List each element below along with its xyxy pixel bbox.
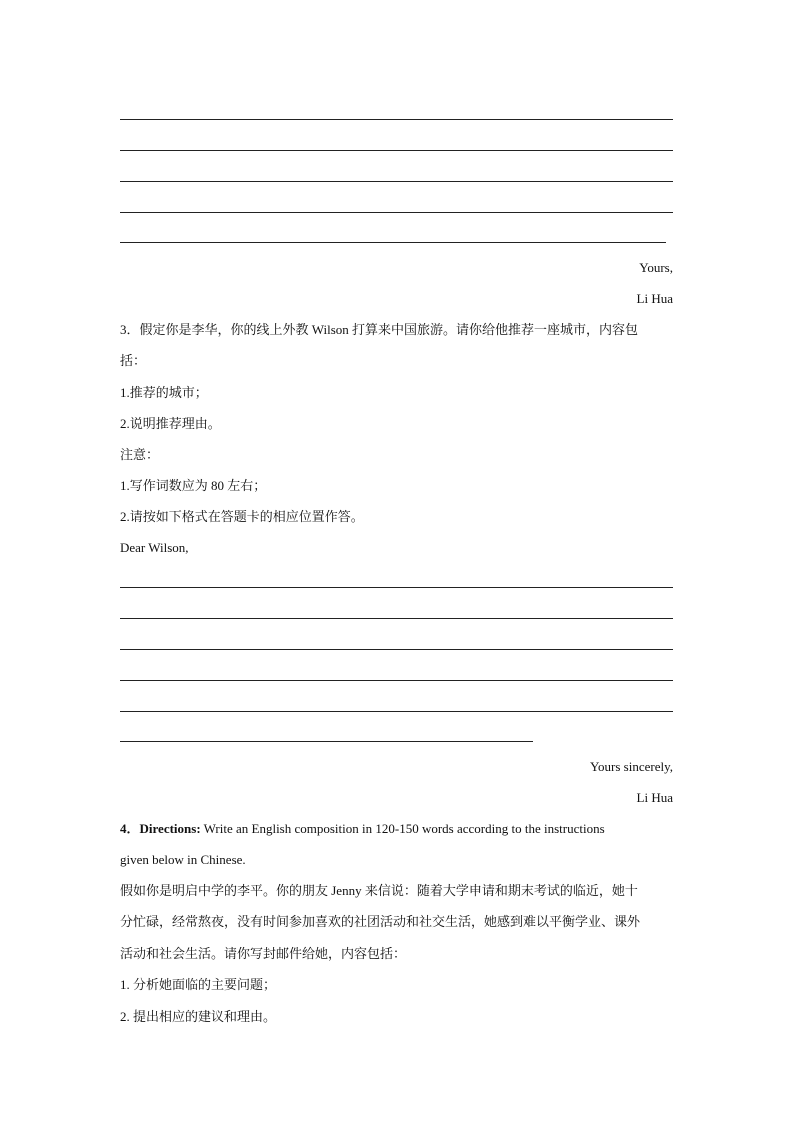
q4-body-line2: 分忙碌，经常熬夜，没有时间参加喜欢的社团活动和社交生活，她感到难以平衡学业、课外 — [120, 914, 641, 929]
answer-line — [120, 649, 673, 650]
answer-line — [120, 711, 673, 712]
answer-line — [120, 618, 673, 619]
q3-prompt-line1 — [120, 321, 638, 339]
q2-closing-yours: Yours, — [639, 260, 673, 275]
answer-line — [120, 587, 673, 588]
q4-item1: 1. 分析她面临的主要问题； — [120, 977, 277, 992]
answer-line — [120, 242, 666, 243]
q3-number: 3． — [120, 322, 140, 337]
q3-item1: 1.推荐的城市； — [120, 385, 208, 400]
q3-closing: Yours sincerely, — [589, 759, 673, 774]
q4-item2: 2. 提出相应的建议和理由。 — [120, 1009, 277, 1024]
answer-line — [120, 212, 673, 213]
answer-line — [120, 150, 673, 151]
q4-directions-text1: Write an English composition in 120-150 words according to the instructions — [200, 821, 605, 836]
q4-number: 4． — [120, 821, 140, 836]
q3-note2: 2.请按如下格式在答题卡的相应位置作答。 — [120, 509, 364, 524]
answer-line — [120, 119, 673, 120]
q3-prompt-line2: 括： — [120, 353, 147, 368]
answer-line — [120, 741, 533, 742]
q4-directions-line2: given below in Chinese. — [120, 852, 246, 867]
q4-body-line3: 活动和社会生活。请你写封邮件给她，内容包括： — [120, 946, 407, 961]
q3-prompt-text1: 假定你是李华，你的线上外教 Wilson 打算来中国旅游。请你给他推荐一座城市，内容包 — [139, 322, 639, 337]
q3-closing-name: Li Hua — [636, 790, 673, 805]
q4-directions-line1 — [120, 820, 605, 838]
q4-body-line1: 假如你是明启中学的李平。你的朋友 Jenny 来信说：随着大学申请和期末考试的临近，她十 — [120, 883, 638, 898]
q3-item2: 2.说明推荐理由。 — [120, 416, 221, 431]
q3-note-label: 注意： — [120, 447, 160, 462]
q3-note1: 1.写作词数应为 80 左右； — [120, 478, 267, 493]
answer-line — [120, 680, 673, 681]
q2-closing-name: Li Hua — [636, 291, 673, 306]
q4-directions-label: Directions: — [139, 821, 201, 836]
answer-line — [120, 181, 673, 182]
q3-salutation: Dear Wilson, — [120, 540, 189, 555]
